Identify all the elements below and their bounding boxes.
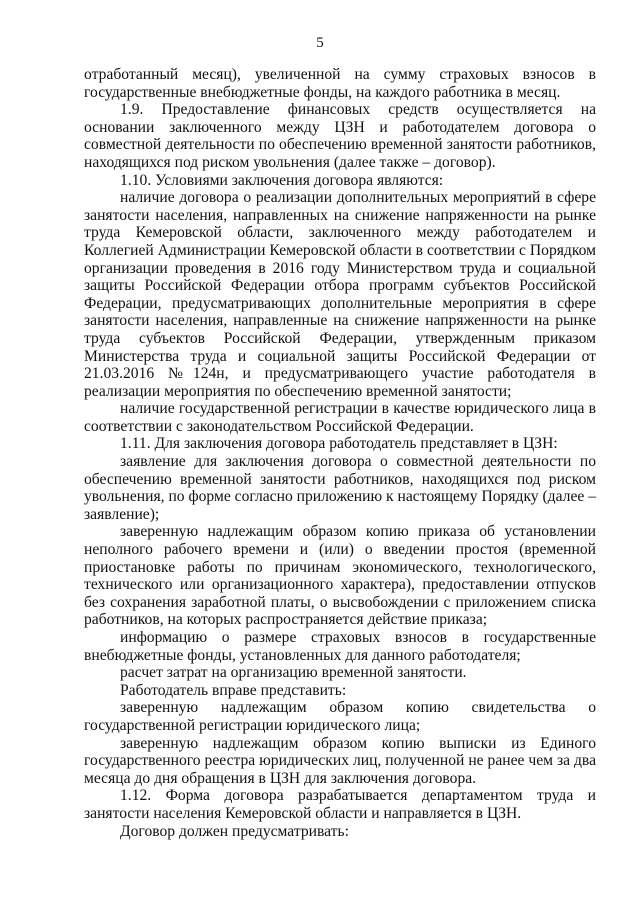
paragraph-1-9: 1.9. Предоставление финансовых средств осуществляется на основании заключенного между ЦЗН и работодателем договора о совместной деятельности по обеспечению временной занятости работников, находящихся под риском увольнения (далее также – договор).	[84, 101, 596, 171]
page-number: 5	[316, 35, 324, 51]
employer-may-submit: Работодатель вправе представить:	[120, 681, 347, 699]
document-registration-certificate: заверенную надлежащим образом копию свидетельства о государственной регистрации юридического лица;	[84, 699, 596, 734]
document-application: заявление для заключения договора о совместной деятельности по обеспечению временной занятости работников, находящихся под риском увольнения, по форме согласно приложению к настоящему Порядку (далее – заявление);	[84, 453, 596, 523]
document-insurance-info: информацию о размере страховых взносов в государственные внебюджетные фонды, установленных для данного работодателя;	[84, 629, 596, 664]
paragraph-continuation: отработанный месяц), увеличенной на сумму страховых взносов в государственные внебюджетные фонды, на каждого работника в месяц.	[84, 66, 596, 101]
paragraph-1-11: 1.11. Для заключения договора работодатель представляет в ЦЗН:	[120, 435, 558, 453]
document-register-extract: заверенную надлежащим образом копию выписки из Единого государственного реестра юридических лиц, полученной не ранее чем за два месяца до дня обращения в ЦЗН для заключения договора.	[84, 734, 596, 787]
document-order-copy: заверенную надлежащим образом копию приказа об установлении неполного рабочего времени и (или) о введении простоя (временной приостановке работы по причинам экономического, технологического, технического или организационного характера), предоставлении отпусков без сохранения заработной платы, о высвобождении с приложением списка работников, на которых распространяется действие приказа;	[84, 523, 596, 629]
document-cost-calculation: расчет затрат на организацию временной занятости.	[120, 664, 467, 682]
condition-registration: наличие государственной регистрации в качестве юридического лица в соответствии с законодательством Российской Федерации.	[84, 400, 596, 435]
document-body	[84, 66, 596, 840]
paragraph-1-10: 1.10. Условиями заключения договора являются:	[120, 171, 444, 189]
agreement-must-provide: Договор должен предусматривать:	[120, 822, 349, 840]
condition-agreement: наличие договора о реализации дополнительных мероприятий в сфере занятости населения, направленных на снижение напряженности на рынке труда Кемеровской области, заключенного между работодателем и Коллегией Администрации Кемеровской области в соответствии с Порядком организации проведения в 2016 году Министерством труда и социальной защиты Российской Федерации отбора программ субъектов Российской Федерации, предусматривающих дополнительные мероприятия в сфере занятости населения, направленные на снижение напряженности на рынке труда субъектов Российской Федерации, утвержденным приказом Министерства труда и социальной защиты Российской Федерации от 21.03.2016 №124н, и предусматривающего участие работодателя в реализации мероприятия по обеспечению временной занятости;	[84, 189, 596, 400]
paragraph-1-12: 1.12. Форма договора разрабатывается департаментом труда и занятости населения Кемеровской области и направляется в ЦЗН.	[84, 787, 596, 822]
